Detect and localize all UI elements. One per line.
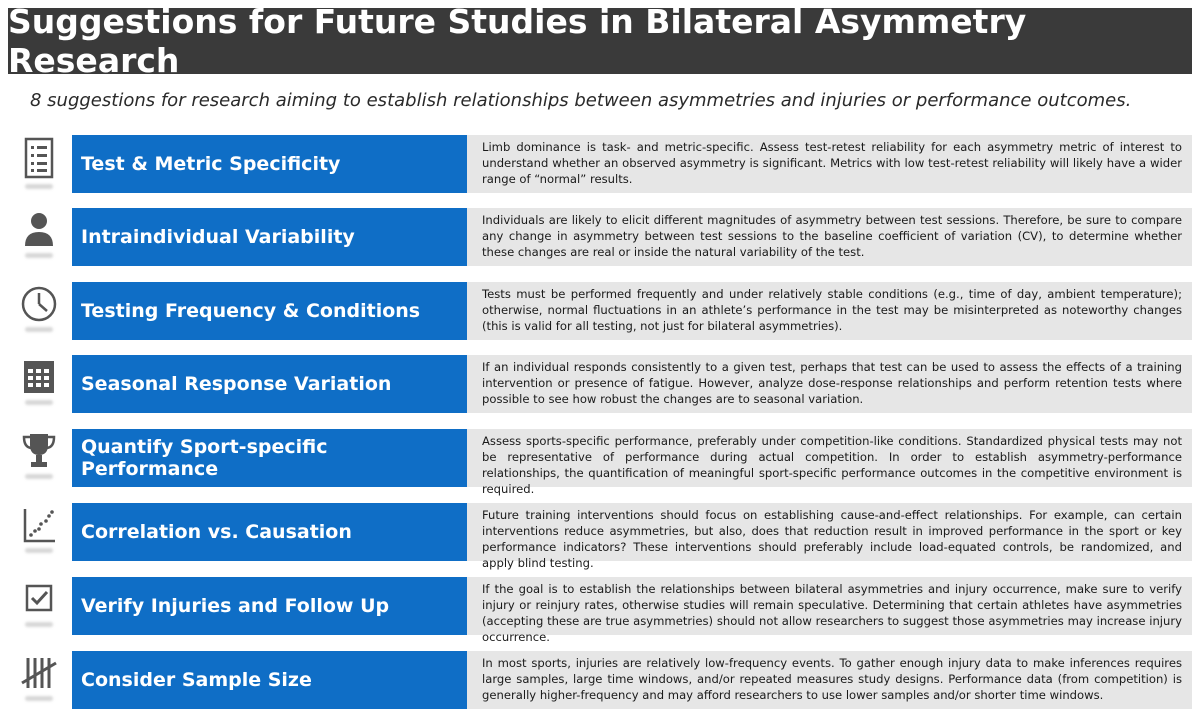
- person-icon: [16, 210, 62, 264]
- suggestion-text: If the goal is to establish the relationships between bilateral asymmetries and injury occurrence, make sure to verify injury or reinjury rates, otherwise studies will remain speculative. Determining that certain athletes have asymmetries (accepting these are true asymmetries) should not allow researchers to suggest those asymmetries may increase injury occurrence.: [467, 577, 1192, 635]
- suggestion-row: [0, 135, 1200, 193]
- suggestion-label: Test & Metric Specificity: [72, 135, 467, 193]
- suggestion-row: [0, 282, 1200, 340]
- suggestion-text: Limb dominance is task- and metric-specific. Assess test-retest reliability for each asymmetry metric of interest to understand whether an observed asymmetry is significant. Metrics with low test-retest reliability will likely have a wider range of “normal” results.: [467, 135, 1192, 193]
- suggestion-row: [0, 651, 1200, 709]
- suggestion-text: Tests must be performed frequently and under relatively stable conditions (e.g., time of day, ambient temperature); otherwise, normal fluctuations in an athlete’s performance in the test may be misinterpreted as noteworthy changes (this is valid for all testing, not just for bilateral asymmetries).: [467, 282, 1192, 340]
- page-title: Suggestions for Future Studies in Bilateral Asymmetry Research: [8, 2, 1027, 80]
- tally-marks-icon: [16, 653, 62, 707]
- suggestion-row: [0, 503, 1200, 570]
- suggestion-text: Assess sports-specific performance, preferably under competition-like conditions. Standardized physical tests may not be representative of performance during actual competition. In order to establish asymmetry-performance relationships, the quantification of meaningful sport-specific performance outcomes in the competitive environment is required.: [467, 429, 1192, 487]
- suggestion-row: [0, 577, 1200, 644]
- suggestion-text: Individuals are likely to elicit different magnitudes of asymmetry between test sessions. Therefore, be sure to compare any change in asymmetry between test sessions to the baseline coefficient of variation (CV), to determine whether these changes are real or inside the natural variability of the test.: [467, 208, 1192, 266]
- suggestion-text: If an individual responds consistently to a given test, perhaps that test can be used to assess the effects of a training intervention or presence of fatigue. However, analyze dose-response relationships and perform retention tests where possible to see how robust the changes are to seasonal variation.: [467, 355, 1192, 413]
- suggestion-label: Seasonal Response Variation: [72, 355, 467, 413]
- subtitle: 8 suggestions for research aiming to establish relationships between asymmetries and injuries or performance outcomes.: [30, 90, 1132, 111]
- checkbox-icon: [16, 579, 62, 633]
- clock-icon: [16, 284, 62, 338]
- suggestion-text: In most sports, injuries are relatively low-frequency events. To gather enough injury data to make inferences requires large samples, large time windows, and/or repeated measures study designs. Performance data (from competition) is generally higher-frequency and may afford researchers to use lower samples and/or shorter time windows.: [467, 651, 1192, 709]
- suggestion-label: Verify Injuries and Follow Up: [72, 577, 467, 635]
- suggestion-label: Quantify Sport-specific Performance: [72, 429, 467, 487]
- suggestion-row: [0, 429, 1200, 496]
- scatter-plot-icon: [16, 505, 62, 559]
- trophy-icon: [16, 431, 62, 485]
- checklist-icon: [16, 137, 62, 191]
- suggestion-label: Correlation vs. Causation: [72, 503, 467, 561]
- suggestion-row: [0, 355, 1200, 413]
- suggestion-text: Future training interventions should focus on establishing cause-and-effect relationships. For example, can certain interventions reduce asymmetries, but also, does that reduction result in improved performance in the sport or key performance indicators? These interventions should preferably include load-equated controls, be randomized, and apply blind testing.: [467, 503, 1192, 561]
- calendar-icon: [16, 357, 62, 411]
- suggestion-label: Testing Frequency & Conditions: [72, 282, 467, 340]
- suggestion-label: Intraindividual Variability: [72, 208, 467, 266]
- title-bar: [8, 2, 1192, 80]
- suggestion-label: Consider Sample Size: [72, 651, 467, 709]
- suggestion-row: [0, 208, 1200, 266]
